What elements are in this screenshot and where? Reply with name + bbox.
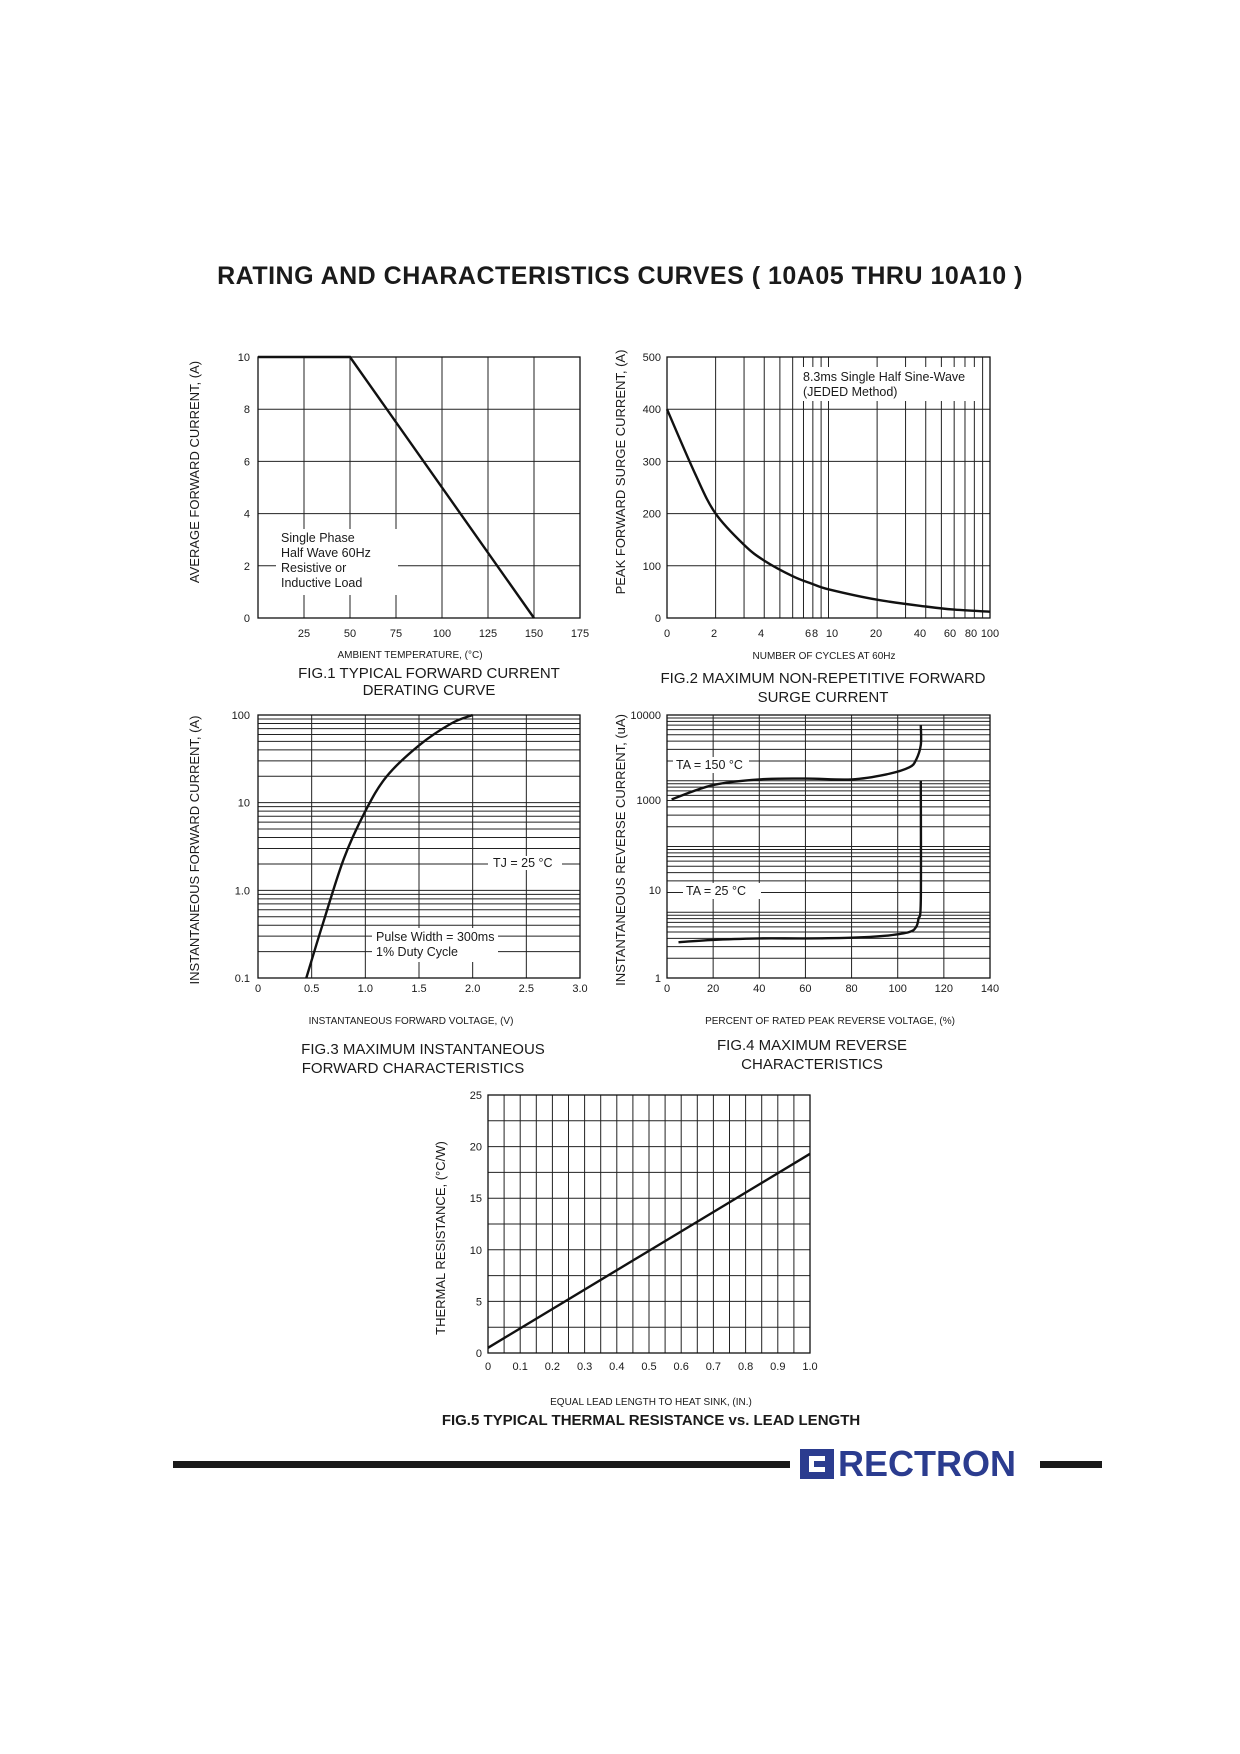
fig4-x-tick-1: 20 <box>707 983 720 995</box>
fig1-x-tick-0: 25 <box>297 628 311 640</box>
fig3-x-axis-label: INSTANTANEOUS FORWARD VOLTAGE, (V) <box>308 1016 514 1027</box>
fig5-y-tick-0: 0 <box>475 1348 482 1360</box>
fig5-y-tick-3: 15 <box>469 1193 482 1206</box>
fig4-x-tick-4: 80 <box>845 983 858 995</box>
fig1-x-axis-label: AMBIENT TEMPERATURE, (°C) <box>337 650 483 661</box>
fig3-y-tick-1: 1.0 <box>234 885 250 898</box>
fig3-caption-line-1: FIG.3 MAXIMUM INSTANTANEOUS <box>301 1041 545 1058</box>
fig3-x-tick-4: 2.0 <box>465 983 481 995</box>
fig1-x-tick-4: 125 <box>478 628 498 640</box>
fig5-y-tick-5: 25 <box>469 1090 482 1102</box>
fig4-y-tick-1: 10 <box>648 885 661 897</box>
fig2-y-tick-3: 300 <box>642 456 661 469</box>
fig1-note-line-2: Half Wave 60Hz <box>281 546 371 560</box>
fig1-y-tick-4: 8 <box>243 404 250 417</box>
fig1-caption-line-2: DERATING CURVE <box>362 682 496 699</box>
fig5-x-tick-10: 1.0 <box>802 1361 818 1373</box>
fig4-x-tick-3: 60 <box>799 983 812 995</box>
fig3-y-tick-2: 10 <box>237 797 250 810</box>
fig2-y-axis-label: PEAK FORWARD SURGE CURRENT, (A) <box>613 349 628 595</box>
fig3-x-tick-3: 1.5 <box>411 983 427 995</box>
fig4-y-tick-2: 1000 <box>636 795 661 807</box>
fig3-y-tick-0: 0.1 <box>234 973 250 985</box>
fig5-x-tick-5: 0.5 <box>641 1361 657 1373</box>
fig2-x-tick-3: 6 <box>804 628 812 640</box>
fig3-x-tick-2: 1.0 <box>357 983 373 995</box>
fig1-note-line-4: Inductive Load <box>281 576 363 590</box>
footer-rule-left <box>173 1461 790 1468</box>
fig5-caption: FIG.5 TYPICAL THERMAL RESISTANCE vs. LEAD LENGTH <box>441 1412 861 1429</box>
fig4-x-tick-7: 140 <box>980 983 1000 995</box>
fig5-y-tick-2: 10 <box>469 1244 482 1257</box>
fig4-x-tick-6: 120 <box>934 983 954 995</box>
rectron-mark-icon <box>800 1449 834 1479</box>
page-title: RATING AND CHARACTERISTICS CURVES ( 10A05 THRU 10A10 ) <box>217 262 1023 290</box>
fig2-x-axis-label: NUMBER OF CYCLES AT 60Hz <box>752 651 896 662</box>
fig4-series-label-1: TA = 150 °C <box>676 758 743 772</box>
fig2-y-tick-0: 0 <box>654 613 661 625</box>
fig3-y-tick-3: 100 <box>231 710 250 722</box>
fig1-x-tick-3: 100 <box>432 628 452 640</box>
brand-logo <box>800 1442 1016 1486</box>
fig5-x-tick-6: 0.6 <box>673 1361 689 1373</box>
fig4-x-tick-2: 40 <box>753 983 766 995</box>
fig4-y-axis-label: INSTANTANEOUS REVERSE CURRENT, (uA) <box>613 714 628 986</box>
fig5-y-tick-1: 5 <box>475 1296 482 1309</box>
fig2-y-tick-2: 200 <box>642 508 661 521</box>
fig2-y-tick-4: 400 <box>642 404 661 417</box>
fig2-x-tick-9: 80 <box>964 628 978 640</box>
fig4-y-tick-3: 10000 <box>630 710 661 722</box>
fig2-x-tick-10: 100 <box>980 628 1000 640</box>
fig1-caption-line-1: FIG.1 TYPICAL FORWARD CURRENT <box>298 665 560 682</box>
fig3-x-tick-1: 0.5 <box>304 983 320 995</box>
fig5-x-tick-0: 0 <box>484 1361 492 1373</box>
fig2-x-tick-2: 4 <box>757 628 765 640</box>
fig3-caption-line-2: FORWARD CHARACTERISTICS <box>301 1060 525 1077</box>
fig2-x-tick-8: 60 <box>943 628 957 640</box>
fig2-note-line-2: (JEDED Method) <box>803 385 898 399</box>
fig1-x-tick-5: 150 <box>524 628 544 640</box>
fig4-caption-line-1: FIG.4 MAXIMUM REVERSE <box>716 1037 908 1054</box>
fig2-x-tick-1: 2 <box>710 628 718 640</box>
fig5-x-tick-2: 0.2 <box>544 1361 561 1373</box>
fig5-x-tick-4: 0.4 <box>609 1361 625 1373</box>
fig3-note-line-2: 1% Duty Cycle <box>376 945 458 959</box>
fig4-caption-line-2: CHARACTERISTICS <box>741 1056 883 1073</box>
fig1-x-tick-2: 75 <box>389 628 403 640</box>
fig1-y-tick-3: 6 <box>243 456 250 469</box>
fig3-note-line-1: Pulse Width = 300ms <box>376 930 495 944</box>
fig1-y-axis-label: AVERAGE FORWARD CURRENT, (A) <box>187 360 202 584</box>
fig4-x-tick-0: 0 <box>663 983 671 995</box>
fig1-x-tick-1: 50 <box>343 628 357 640</box>
fig3-annotation: TJ = 25 °C <box>493 856 553 870</box>
fig2-y-tick-1: 100 <box>642 560 661 573</box>
brand-name: RECTRON <box>838 1443 1016 1484</box>
fig5-x-tick-8: 0.8 <box>737 1361 754 1373</box>
fig5-x-tick-1: 0.1 <box>512 1361 528 1373</box>
fig1-note-line-1: Single Phase <box>281 531 355 545</box>
fig3-x-tick-0: 0 <box>254 983 262 995</box>
fig3-x-tick-5: 2.5 <box>518 983 534 995</box>
fig2-x-tick-0: 0 <box>663 628 671 640</box>
fig5-y-axis-label: THERMAL RESISTANCE, (°C/W) <box>433 1141 448 1335</box>
fig5-x-axis-label: EQUAL LEAD LENGTH TO HEAT SINK, (IN.) <box>550 1397 752 1408</box>
fig4-x-tick-5: 100 <box>888 983 907 995</box>
fig3-x-tick-6: 3.0 <box>572 983 588 995</box>
fig4-series-label-2: TA = 25 °C <box>686 884 747 898</box>
fig1-note-line-3: Resistive or <box>281 561 347 575</box>
fig1-y-tick-1: 2 <box>243 560 250 573</box>
fig5-x-tick-9: 0.9 <box>770 1361 786 1373</box>
fig1-y-tick-5: 10 <box>237 352 250 364</box>
fig5-y-tick-4: 20 <box>469 1141 482 1154</box>
fig1-y-tick-0: 0 <box>243 613 250 625</box>
fig1-y-tick-2: 4 <box>243 508 250 521</box>
fig2-x-tick-6: 20 <box>869 628 883 640</box>
fig2-y-tick-5: 500 <box>642 352 661 364</box>
fig4-y-tick-0: 1 <box>654 973 661 985</box>
fig4-x-axis-label: PERCENT OF RATED PEAK REVERSE VOLTAGE, (%) <box>705 1016 955 1027</box>
fig3-y-axis-label: INSTANTANEOUS FORWARD CURRENT, (A) <box>187 715 202 985</box>
fig2-caption-line-2: SURGE CURRENT <box>757 689 889 706</box>
fig2-note-line-1: 8.3ms Single Half Sine-Wave <box>803 370 966 384</box>
footer-rule-right <box>1040 1461 1102 1468</box>
fig2-x-tick-7: 40 <box>913 628 927 640</box>
fig2-x-tick-4: 8 <box>811 628 819 640</box>
fig1-x-tick-6: 175 <box>570 628 590 640</box>
fig2-x-tick-5: 10 <box>825 628 839 640</box>
fig2-caption-line-1: FIG.2 MAXIMUM NON-REPETITIVE FORWARD <box>660 670 986 687</box>
fig5-x-tick-7: 0.7 <box>705 1361 722 1373</box>
fig5-x-tick-3: 0.3 <box>576 1361 593 1373</box>
